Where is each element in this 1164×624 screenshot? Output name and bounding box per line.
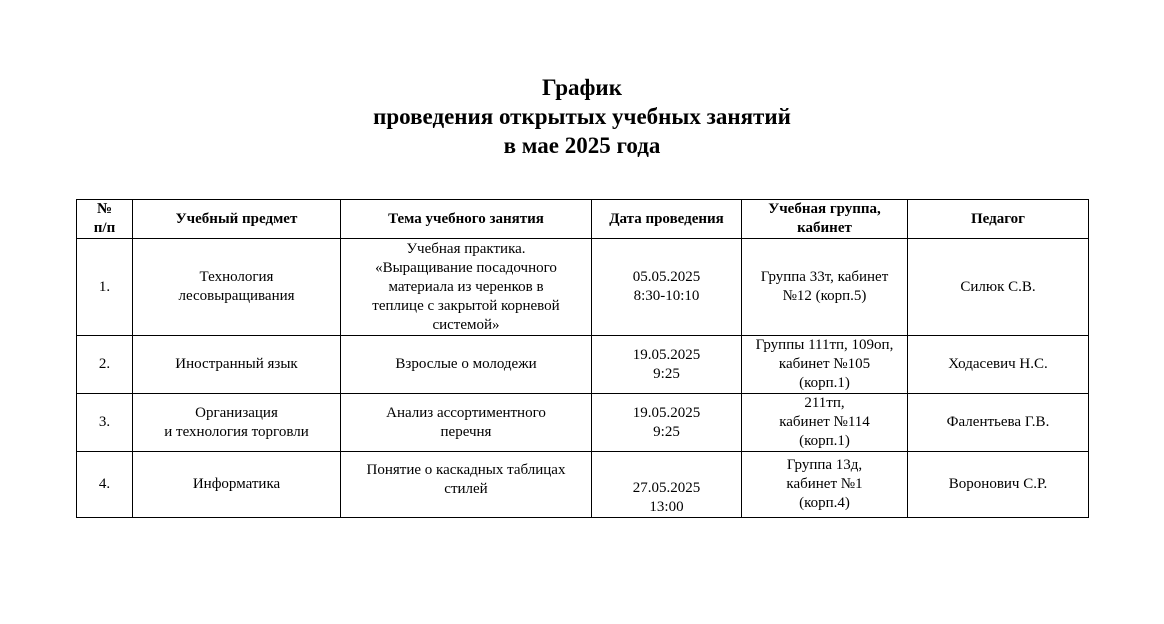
cell-date-line: 19.05.2025 <box>632 346 701 363</box>
cell-date <box>592 336 742 394</box>
cell-group-line: Группа 13д, <box>786 457 863 473</box>
cell-group-line: Группа 33т, кабинет <box>760 269 889 285</box>
cell-group-line: кабинет №1 <box>786 476 863 492</box>
cell-group-line: (корп.1) <box>799 433 850 449</box>
cell-topic-line: Понятие о каскадных таблицах <box>366 462 566 478</box>
table-header-row <box>77 200 1089 239</box>
cell-group-line: (корп.1) <box>799 375 850 391</box>
cell-number: 2. <box>77 336 133 394</box>
cell-group-line: кабинет №114 <box>779 414 870 430</box>
cell-topic-line: системой» <box>432 316 500 333</box>
cell-topic-line: Анализ ассортиментного <box>386 404 546 421</box>
table-row <box>77 239 1089 336</box>
header-topic: Тема учебного занятия <box>341 200 592 239</box>
cell-date <box>592 452 742 518</box>
cell-subject <box>133 336 341 394</box>
header-number-line-2: п/п <box>93 220 116 236</box>
cell-teacher: Воронович С.Р. <box>908 452 1089 518</box>
table-row <box>77 336 1089 394</box>
page-title <box>0 73 1164 160</box>
cell-topic <box>341 452 592 518</box>
cell-subject <box>133 239 341 336</box>
cell-time-line: 9:25 <box>653 365 680 382</box>
cell-time-line: 9:25 <box>653 423 680 440</box>
cell-number: 1. <box>77 239 133 336</box>
cell-group <box>742 336 908 394</box>
cell-subject-line: Иностранный язык <box>175 356 298 372</box>
header-subject: Учебный предмет <box>133 200 341 239</box>
cell-subject-line: Информатика <box>192 476 281 492</box>
cell-topic-line: материала из черенков в <box>388 278 544 295</box>
cell-group <box>742 394 908 452</box>
cell-topic-line: «Выращивание посадочного <box>375 259 557 276</box>
cell-date-line: 05.05.2025 <box>632 269 701 285</box>
cell-date-line: 27.05.2025 <box>632 480 701 496</box>
title-line-2: проведения открытых учебных занятий <box>373 104 791 129</box>
cell-topic <box>341 394 592 452</box>
cell-date <box>592 394 742 452</box>
cell-subject-line: и технология торговли <box>164 423 309 440</box>
header-teacher: Педагог <box>908 200 1089 239</box>
title-line-1: График <box>542 75 622 100</box>
cell-group <box>742 239 908 336</box>
cell-subject <box>133 452 341 518</box>
cell-teacher: Фалентьева Г.В. <box>908 394 1089 452</box>
header-number <box>77 200 133 239</box>
cell-topic <box>341 239 592 336</box>
cell-time-line: 13:00 <box>649 499 684 515</box>
cell-group-line: (корп.4) <box>799 495 850 511</box>
cell-number: 4. <box>77 452 133 518</box>
header-group-line-2: кабинет <box>797 220 852 236</box>
title-line-3: в мае 2025 года <box>503 133 661 158</box>
header-date: Дата проведения <box>592 200 742 239</box>
cell-topic-line: стилей <box>444 481 488 497</box>
cell-group-line: Группы 111тп, 109оп, <box>755 337 894 353</box>
cell-topic-line: перечня <box>440 423 492 440</box>
table-row <box>77 394 1089 452</box>
cell-time-line: 8:30-10:10 <box>633 288 700 304</box>
cell-teacher: Силюк С.В. <box>908 239 1089 336</box>
header-group <box>742 200 908 239</box>
cell-subject-line: Организация <box>195 404 278 421</box>
cell-subject <box>133 394 341 452</box>
cell-topic-line: Учебная практика. <box>406 240 526 257</box>
cell-group-line: №12 (корп.5) <box>782 288 867 304</box>
cell-date <box>592 239 742 336</box>
cell-date-line: 19.05.2025 <box>632 404 701 421</box>
schedule-table <box>76 199 1089 518</box>
cell-teacher: Ходасевич Н.С. <box>908 336 1089 394</box>
cell-topic-line: теплице с закрытой корневой <box>372 297 560 314</box>
cell-subject-line: Технология <box>199 269 274 285</box>
cell-number: 3. <box>77 394 133 452</box>
cell-topic <box>341 336 592 394</box>
cell-subject-line: лесовыращивания <box>178 288 295 304</box>
cell-group <box>742 452 908 518</box>
header-group-line-1: Учебная группа, <box>768 201 881 217</box>
header-number-line-1: № <box>96 201 113 217</box>
cell-topic-line: Взрослые о молодежи <box>395 356 537 372</box>
cell-group-line: кабинет №105 <box>778 356 871 372</box>
cell-group-line: 211тп, <box>804 395 845 411</box>
table-row <box>77 452 1089 518</box>
